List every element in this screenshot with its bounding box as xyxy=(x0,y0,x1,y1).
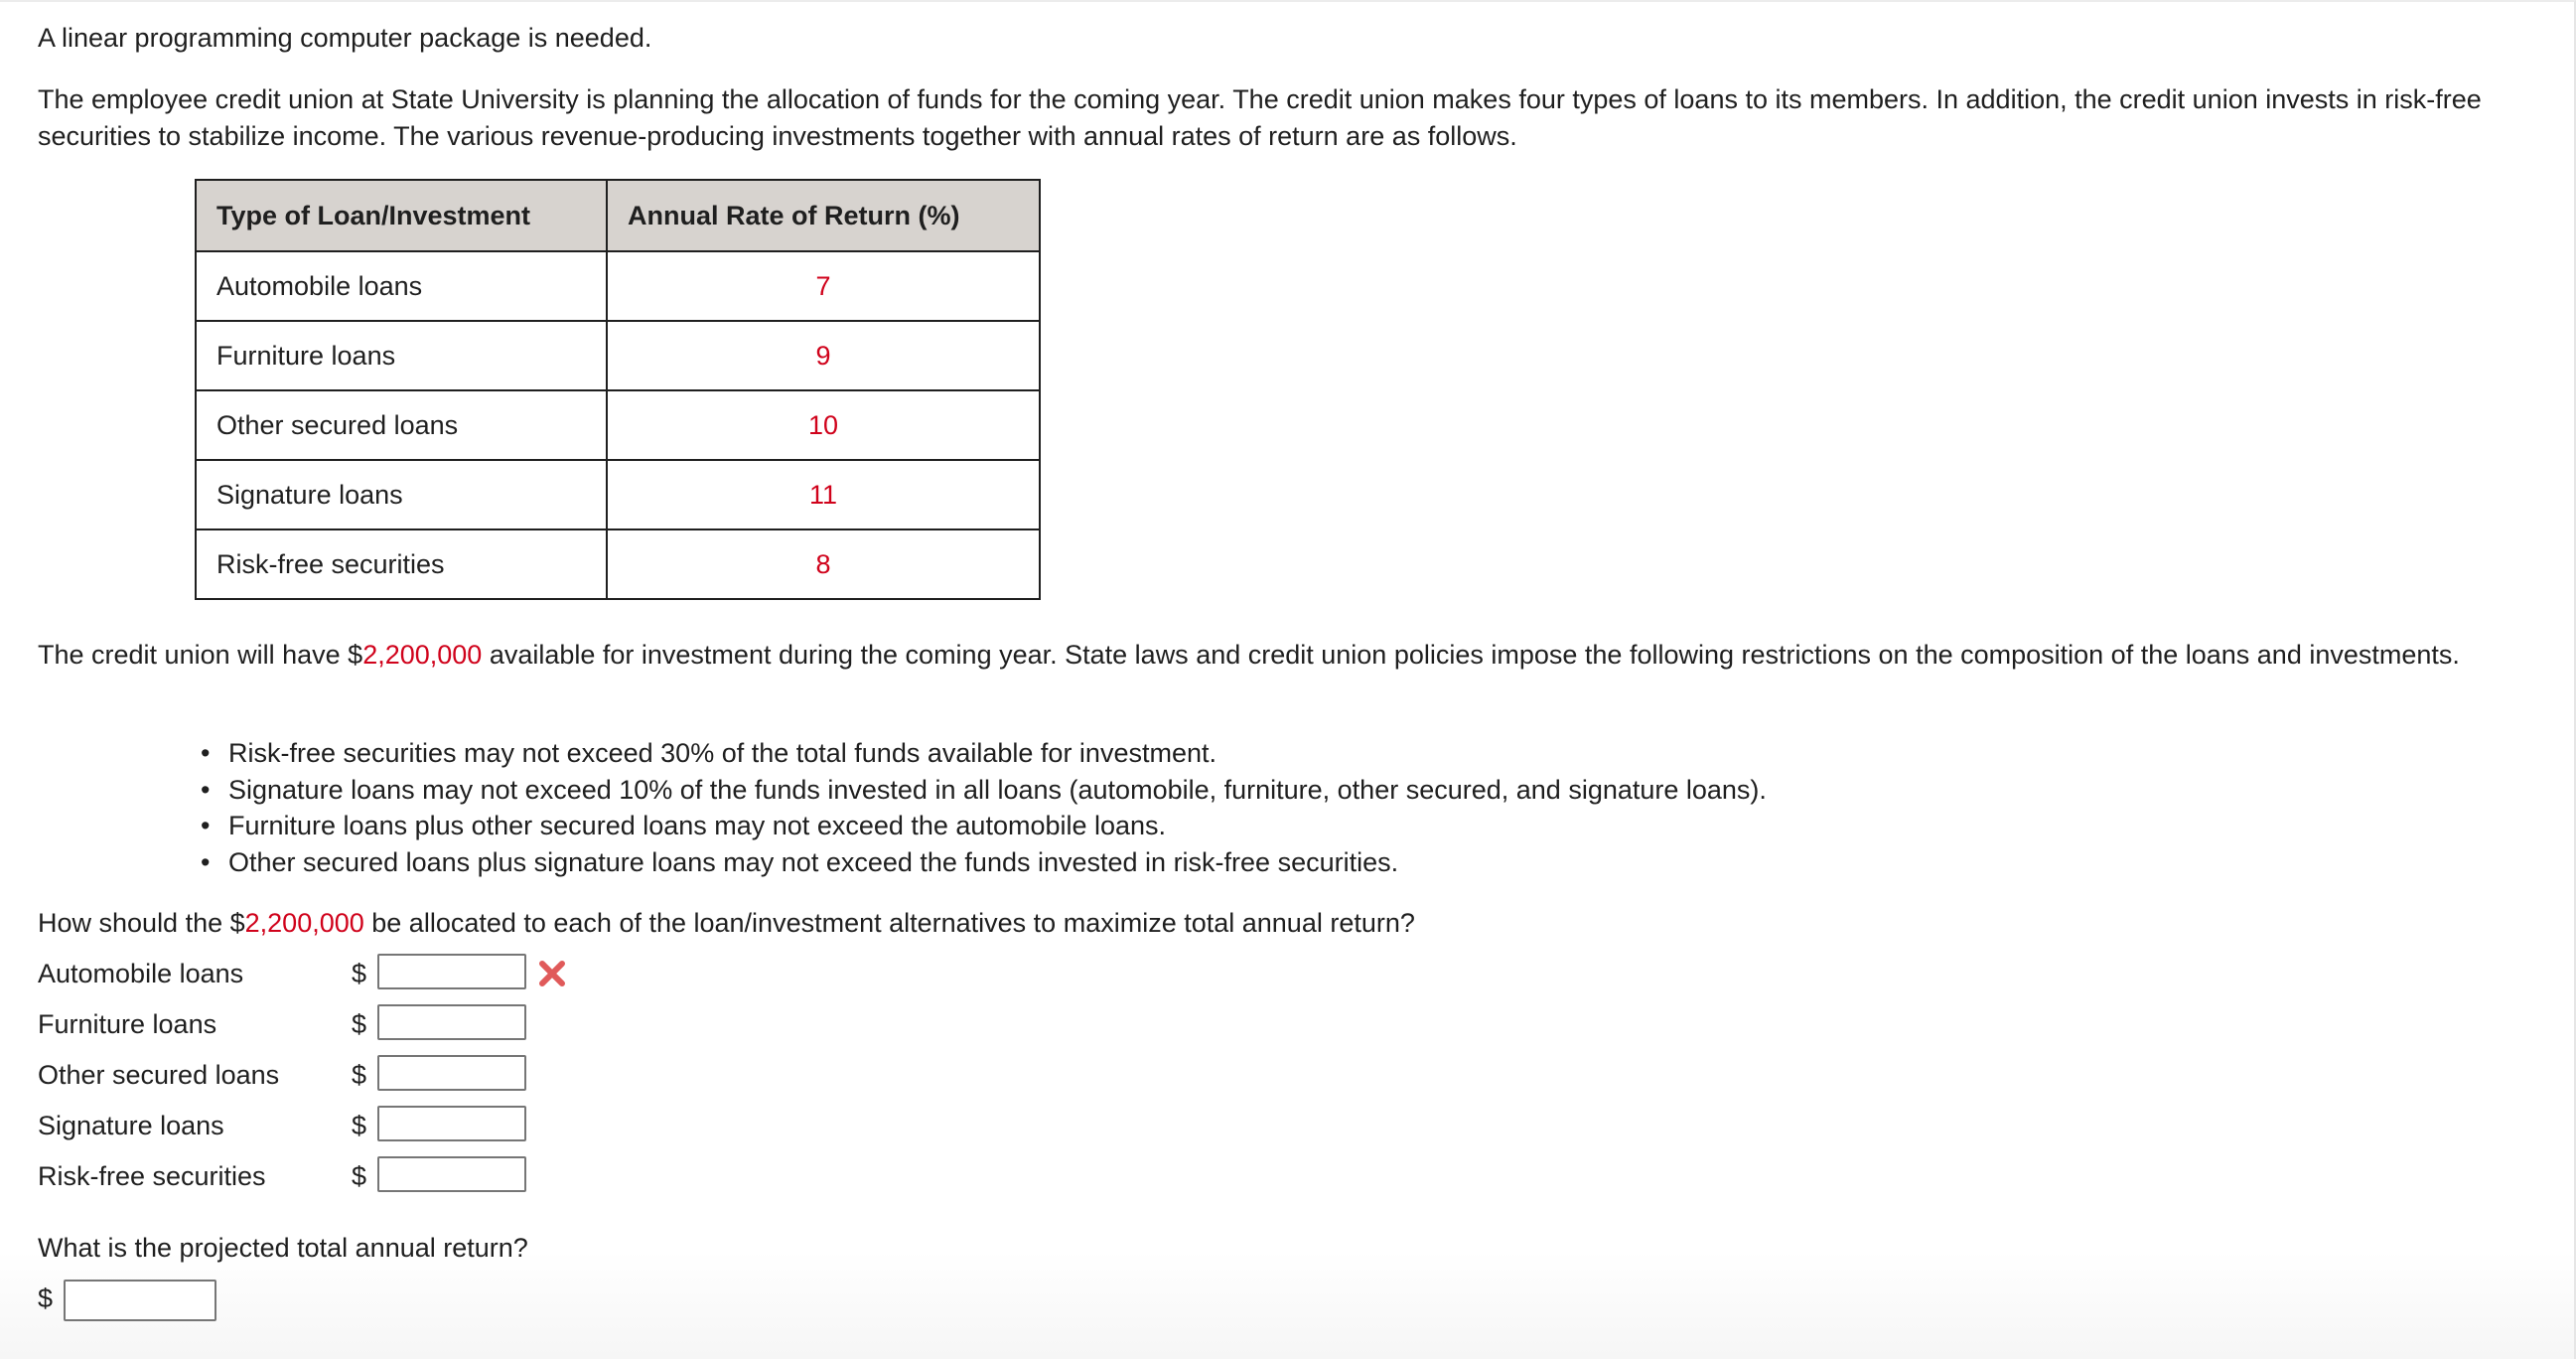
problem-description: The employee credit union at State University is planning the allocation of funds for the coming year. The credit union makes four types of loans to its members. In addition, the credit union invests in risk-free securities to stabilize income. The various revenue-producing investments together with annual rates of return are as follows. xyxy=(38,84,2482,151)
loan-type-cell: Automobile loans xyxy=(196,251,607,321)
table-row xyxy=(196,390,1040,460)
list-item: • Signature loans may not exceed 10% of the funds invested in all loans (automobile, furniture, other secured, and signature loans). xyxy=(199,772,1767,809)
table-row xyxy=(196,460,1040,529)
list-item: • Furniture loans plus other secured loans may not exceed the automobile loans. xyxy=(199,808,1767,844)
table-row xyxy=(196,529,1040,599)
funds-paragraph xyxy=(38,637,2540,674)
currency-symbol: $ xyxy=(352,1111,367,1140)
loan-type-cell: Signature loans xyxy=(196,460,607,529)
currency-symbol: $ xyxy=(38,1284,54,1313)
signature-loans-input[interactable] xyxy=(377,1106,526,1141)
currency-symbol: $ xyxy=(352,1060,367,1090)
rate-cell: 7 xyxy=(607,251,1040,321)
automobile-loans-input[interactable] xyxy=(377,954,526,989)
allocation-label: Furniture loans xyxy=(38,1009,217,1039)
allocation-label: Risk-free securities xyxy=(38,1161,266,1191)
list-item: • Risk-free securities may not exceed 30% of the total funds available for investment. xyxy=(199,735,1767,772)
intro-text: A linear programming computer package is needed. xyxy=(38,23,652,53)
question-amount: 2,200,000 xyxy=(244,908,364,938)
column-header-rate: Annual Rate of Return (%) xyxy=(607,180,1040,251)
currency-symbol: $ xyxy=(352,1009,367,1039)
restrictions-list xyxy=(199,735,1767,880)
rates-table xyxy=(195,179,1041,600)
furniture-loans-input[interactable] xyxy=(377,1004,526,1040)
allocation-label: Automobile loans xyxy=(38,959,244,988)
total-return-input[interactable] xyxy=(64,1280,216,1321)
loan-type-cell: Risk-free securities xyxy=(196,529,607,599)
rate-cell: 9 xyxy=(607,321,1040,390)
currency-symbol: $ xyxy=(352,959,367,988)
total-return-question: What is the projected total annual return? xyxy=(38,1233,528,1263)
other-secured-loans-input[interactable] xyxy=(377,1055,526,1091)
funds-text-after: available for investment during the coming year. State laws and credit union policies impose the following restrictions on the composition of the loans and investments. xyxy=(482,640,2460,670)
rate-cell: 10 xyxy=(607,390,1040,460)
table-header-row xyxy=(196,180,1040,251)
funds-text-before: The credit union will have $ xyxy=(38,640,363,670)
column-header-type: Type of Loan/Investment xyxy=(196,180,607,251)
rate-cell: 8 xyxy=(607,529,1040,599)
question-text-after: be allocated to each of the loan/investment alternatives to maximize total annual return? xyxy=(363,908,1415,938)
loan-type-cell: Furniture loans xyxy=(196,321,607,390)
x-mark-icon xyxy=(536,958,568,989)
allocation-question xyxy=(38,905,1415,942)
funds-amount: 2,200,000 xyxy=(362,640,483,670)
allocation-label: Signature loans xyxy=(38,1111,224,1140)
rate-cell: 11 xyxy=(607,460,1040,529)
loan-type-cell: Other secured loans xyxy=(196,390,607,460)
table-row xyxy=(196,251,1040,321)
question-text-before: How should the $ xyxy=(38,908,245,938)
risk-free-securities-input[interactable] xyxy=(377,1156,526,1192)
allocation-label: Other secured loans xyxy=(38,1060,280,1090)
table-row xyxy=(196,321,1040,390)
currency-symbol: $ xyxy=(352,1161,367,1191)
list-item: • Other secured loans plus signature loans may not exceed the funds invested in risk-free securities. xyxy=(199,844,1767,881)
